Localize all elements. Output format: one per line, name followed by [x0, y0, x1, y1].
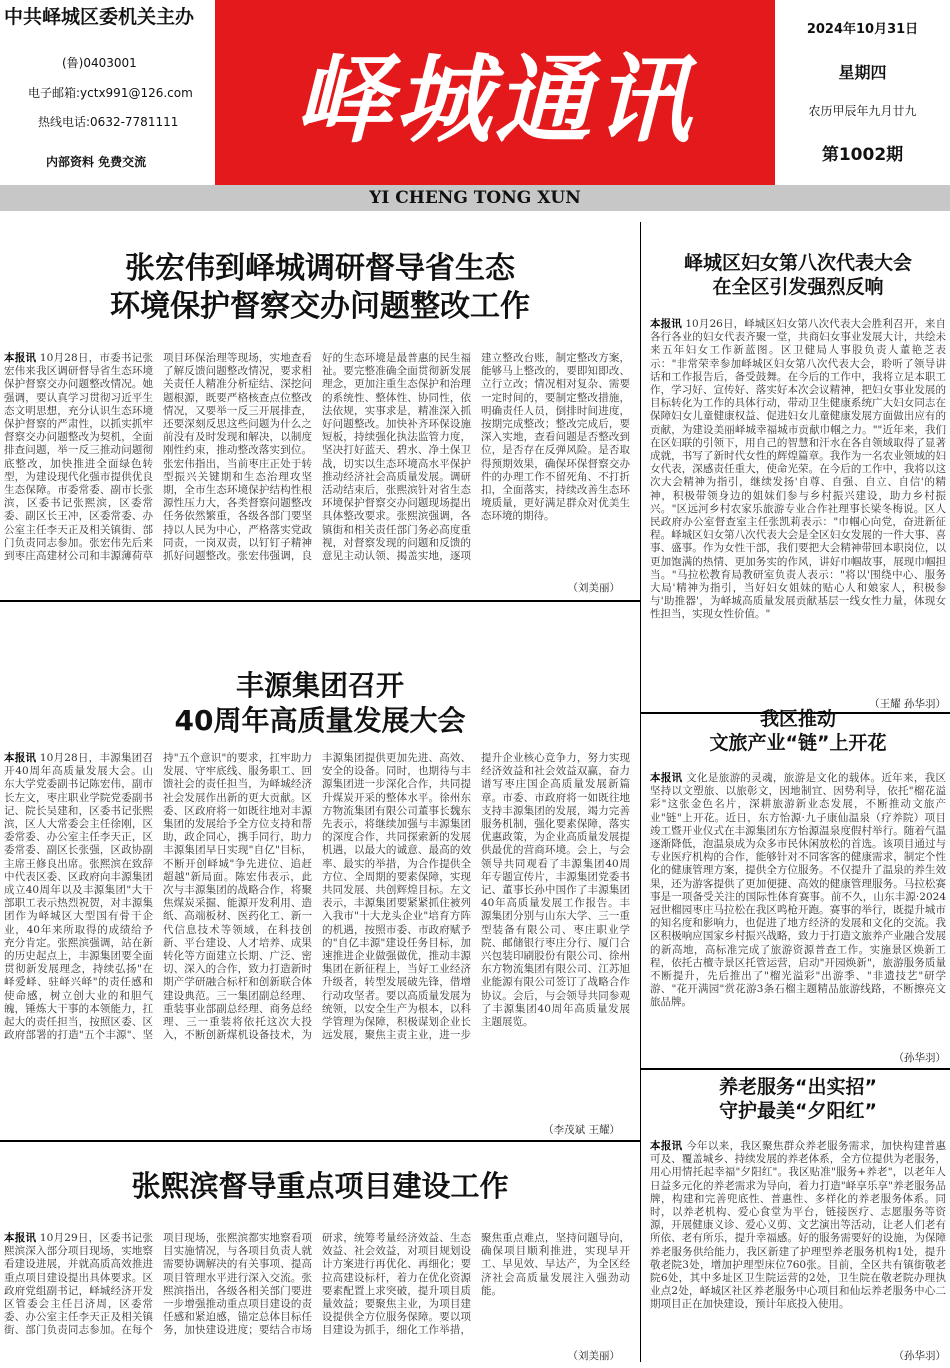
article-6-body: [650, 1140, 946, 1348]
article-5-title-line-1: 我区推动: [759, 708, 836, 730]
article-5-title-line-2: 文旅产业“链”上开花: [709, 731, 887, 754]
article-3-text: 10月29日，区委书记张熙滨深入部分项目现场，实地察看建设进展，并就高质高效推进重点项目建设提出具体要求。区政府党组副书记，峄城经济开发区管委会主任吕济周，区委常委、办公室主任李天正及相关镇街、部门负责同志参加。在每个项目现场，张熙滨都实地察看项目实施情况，与各项目负责人就需要协调解决的有关事项、提高项目管理水平进行深入交流。张熙滨指出，各级各相关部门要进一步增强推动重点项目建设的责任感和紧迫感，锚定总体目标任务，加快建设进度；要结合市场研求，统筹考量经济效益、生态效益、社会效益，对项目规划设计方案进行再优化、再细化；要拉高建设标杆，着力在优化资源要素配置上求突破，提升项目质量效益；要聚焦主业，为项目建设提供全方位服务保障。要以项目建设为抓手，细化工作举措，聚焦重点难点，坚持问题导向，确保项目顺利推进，实现早开工、早见效、早达产，为全区经济社会高质量发展注入强劲动能。: [4, 1232, 630, 1337]
article-2-text: 10月28日，丰源集团召开40周年高质量发展大会。山东大学党委副书记陈宏伟，副市长左文，枣庄职业学院党委副书记、院长吴建和，区委书记张熙滨，区人大常委会主任徐刚，区委常委、办公室主任李天正，区委常委、副区长张强，区政协副主席王修良出席。张熙滨在致辞中代表区委、区政府向丰源集团成立40周年以及丰源集团"大干部职工表示热烈祝贺，对丰源集团作为峄城区大型国有骨干企业，40年来所取得的成绩给予充分肯定。张熙滨强调，站在新的历史起点上，丰源集团要全面贯彻新发展理念，持续弘扬"在峄爱峄、驻峄兴峄"的责任感和使命感，树立创大业的和胆气魄，锤炼大干事的本领能力，扛起大的责任担当，按照区委、区政府部署的打造"五个丰源"、坚持"五个意识"的要求，扛牢助力发展、守牢底线、服务职工、回馈社会的责任担当，为峄城经济社会发展作出新的更大贡献。区委、区政府将一如既往地对丰源集团的发展给予全方位支持和帮助，政企同心，携手同行，助力丰源集团早日实现"自亿"目标，不断开创峄城"争先进位、追赶超越"新局面。陈宏伟表示，此次与丰源集团的战略合作，将聚焦煤炭采掘、能源开发利用、造纸、高端板材、医药化工、新一代信息技术等领域，在科技创新、平台建设、人才培养、成果转化等方面建立长期、广泛、密切、深入的合作，致力打造新时期产学研融合标杆和创新联合体建设典范。三一集团副总经理、重装事业部副总经理、商务总经理、三一重装将依托这次大投入，不断创新煤机设备技术，为丰源集团提供更加先进、高效、安全的设备。同时，也期待与丰源集团进一步深化合作，共同提升煤炭开采的整体水平。徐州东方物流集团有限公司董事长魏东先表示，将继续加强与丰源集团的深度合作，共同探索新的发展机遇，以最大的诚意、最高的效率、最实的举措，为合作提供全方位、全周期的要素保障，实现共同发展、共创辉煌目标。左文表示，丰源集团要紧紧抓住被列入我市"十大龙头企业"培育方阵的机遇，按照市委、市政府赋予的"自亿丰源"建设任务目标，加速推进企业做强做优，推动丰源集团在新征程上，当好工业经济升级者，转型发展破先锋，借增行动攻坚者。要以高质量发展为统领，以安全生产为根本，以科学管理为保障，积极谋划企业长远发展，聚焦主责主业，进一步提升企业核心竞争力，努力实现经济效益和社会效益双赢，奋力谱写枣庄国企高质量发展新篇章。市委、市政府将一如既往地支持丰源集团的发展，竭力完善服务机制，强化要素保障，落实优惠政策，为企业高质量发展提供最优的营商环境。会上，与会领导共同观看了丰源集团40周年专题宣传片，丰源集团党委书记、董事长孙中国作了丰源集团40年高质量发展工作报告。丰源集团分别与山东大学、三一重型装备有限公司、枣庄职业学院、邮储银行枣庄分行、厦门合兴包装印刷股份有限公司、徐州东方物流集团有限公司、江苏旭业能源有限公司签订了战略合作协议。会后，与会领导共同参观了丰源集团40周年高质量发展主题展览。: [4, 752, 630, 1042]
article-1-credit: （刘美丽）: [567, 582, 620, 594]
hotline: 热线电话:0632-7781111: [38, 115, 179, 129]
article-4-lead: 本报讯: [650, 318, 682, 330]
article-1-body: [4, 352, 630, 592]
issue-number: 第1002期: [821, 145, 904, 165]
article-5-credit: （孙华羽）: [893, 1052, 946, 1064]
article-4-credit: （王耀 孙华羽）: [869, 698, 946, 710]
article-1-lead: 本报讯: [4, 352, 37, 364]
organizer: 中共峄城区委机关主办: [4, 6, 195, 28]
header-right-info: [775, 0, 950, 185]
article-5-body: [650, 772, 946, 1050]
article-1-headline: [10, 250, 630, 325]
masthead-title: 峄城通讯: [295, 43, 695, 156]
pinyin-bar: YI CHENG TONG XUN: [0, 185, 950, 211]
article-4-headline: [650, 252, 946, 300]
header-left-info: [0, 0, 215, 185]
article-2-credit: （李茂斌 王耀）: [543, 1124, 620, 1136]
article-4-text: 10月26日，峄城区妇女第八次代表大会胜利召开，来自各行各业的妇女代表齐聚一堂，共商妇女事业发展大计，共绘未来五年妇女工作新蓝图。区卫健局人事股负责人董艳芝表示："非常荣幸参加峄城区妇女第八次代表大会，聆听了领导讲话和工作报告后，备受鼓舞。在今后的工作中，我将立足本职工作，学习好、宣传好、落实好本次会议精神，把妇女事业发展的目标转化为工作的具体行动，带动卫生健康系统广大妇女同志在保障妇女儿童健康权益、促进妇女儿童健康发展方面做出应有的贡献，为建设美丽峄城幸福城市贡献巾帼之力。""近年来，我们在区妇联的引领下，用自己的智慧和汗水在各自领域取得了显著成就，书写了新时代女性的辉煌篇章。我作为一名农业领域的妇女代表，深感责任重大，使命光荣。在今后的工作中，我将以这次大会精神为指引，继续发扬'自尊、自强、自立、自信'的精神，积极带领身边的姐妹们参与乡村振兴建设，助力乡村振兴。"区远河乡村农家乐旅游专业合作社理事长梁冬梅说。区人民政府办公室督查室主任张凯莉表示："巾帼心向党，奋进新征程。峄城区妇女第八次代表大会是全区妇女发展的一件大事、喜事、盛事。作为女性干部，我们要把大会精神带回本职岗位，以更加饱满的热情、更加务实的作风，讲好巾帼故事，展现巾帼担当。"马拉松教育局教研室负责人表示："将以'围绕中心、服务大局'精神为指引，当好妇女姐妹的贴心人和娘家人，积极参与'助推器'，为峄城高质量发展贡献基层一线女性力量，体现女性担当，实现女性价值。": [650, 318, 946, 621]
article-2-lead: 本报讯: [4, 752, 37, 764]
distribution-note: 内部资料 免费交流: [46, 155, 147, 169]
article-5-headline: [650, 708, 946, 756]
article-6-title-line-1: 养老服务“出实招”: [719, 1076, 877, 1098]
article-1-title-line-2: 环境保护督察交办问题整改工作: [110, 288, 530, 324]
article-5-lead: 本报讯: [650, 772, 683, 784]
masthead: [215, 0, 775, 185]
article-4-title-line-2: 在全区引发强烈反响: [712, 275, 884, 298]
article-3-body: [4, 1232, 630, 1360]
separator-1: [0, 600, 640, 602]
article-6-text: 今年以来，我区聚焦群众养老服务需求，加快构建普惠可及、覆盖城乡、持续发展的养老体系，全方位提供为老服务，用心用情托起幸福"夕阳红"。我区贴准"服务+养老"，以老年人日益多元化的养老需求为导向，着力打造"峄享乐享"养老服务品牌，构建和完善兜底性、普惠性、多样化的养老服务体系。同时，以养老机构、爱心食堂为平台，链接医疗、志愿服务等资源，开展健康义诊、爱心义剪、文艺演出等活动，让老人们老有所依、老有所乐，提升幸福感。好的服务需要好的设施，为保障养老服务供给能力，我区新建了护理型养老服务机构1处，提升敬老院3处，增加护理型床位760张。目前，全区共有镇街敬老院6处，其中多址区卫生院运营的2处，卫生院在敬老院办理执业点2处，峄城区社区养老服务中心项目和仙坛养老服务中心二期项目正在加快建设，预计年底投入使用。: [650, 1140, 947, 1311]
weekday: 星期四: [838, 63, 887, 82]
article-2-title-line-2: 40周年高质量发展大会: [174, 704, 466, 737]
article-6-headline: [650, 1076, 946, 1124]
email: 电子邮箱:yctx991@126.com: [28, 86, 193, 100]
article-3-credit: （刘美丽）: [567, 1350, 620, 1362]
article-1-title-line-1: 张宏伟到峄城调研督导省生态: [125, 251, 515, 286]
article-1-text: 10月28日，市委书记张宏伟来我区调研督导省生态环境保护督察交办问题整改情况。她强调，要认真学习贯彻习近平生态文明思想，充分认识生态环境保护督察的严肃性，以抓实抓牢督察交办问题整改为契机，全面排查问题，举一反三推动问题彻底整改，加快推进全面绿色转型，为建设现代化强市提供优良生态保障。市委常委、副市长张滨，区委书记张熙滨，区委常委、副区长王冲，区委常委、办公室主任李天正及相关镇街、部门负责同志参加。张宏伟先后来到枣庄高建材公司和丰源薄荷草项目环保治理等现场，实地查看了解反馈问题整改情况，要求相关责任人精准分析症结、深挖问题根源，既要严格核查点位整改情况，又要举一反三开展排查，还要深刻反思这些问题为什么之前没有及时发现和解决，以制度刚性约束，推动整改落实到位。张宏伟指出，当前枣庄正处于转型振兴关键期和生态治理攻坚期，全市生态环境保护结构性根源性压力大，各类督察问题整改任务依然繁重，各级各部门要坚持以人民为中心，严格落实党政同责，一岗双责，以钉钉子精神抓好问题整改。张宏伟强调，良好的生态环境是最普惠的民生福祉。要完整准确全面贯彻新发展理念，更加注重生态保护和治理的系统性、整体性、协同性，依法依规，实事求是，精准深入抓好问题整改。加快补齐环保设施短板，持续强化执法监管力度，坚决打好蓝天、碧水、净土保卫战，切实以生态环境高水平保护推动经济社会高质量发展。调研活动结束后，张熙滨针对省生态环境保护督察交办问题现场提出具体整改要求。张熙滨强调，各镇街和相关责任部门务必高度重视，对督察发现的问题和反馈的意见主动认领、揭盖实地，逐项建立整改台账，制定整改方案，能够马上整改的，要即知即改、立行立改；情况相对复杂、需要一定时间的，要制定整改措施，明确责任人员，倒排时间进度，按期完成整改；整改完成后，要深入实地，查看问题是否整改到位，是否存在反弹风险。是否取得预期效果，确保环保督察交办件的办理工作不留死角、不打折扣，全面落实，持续改善生态环境质量，更好满足群众对优美生态环境的期待。: [4, 352, 630, 563]
article-4-body: [650, 318, 946, 694]
article-2-body: [4, 752, 630, 1132]
article-6-lead: 本报讯: [650, 1140, 683, 1152]
separator-4: [641, 1068, 950, 1070]
lunar-date: 农历甲辰年九月廿九: [808, 104, 917, 118]
publication-number: (鲁)0403001: [62, 56, 137, 70]
issue-date: 2024年10月31日: [806, 22, 919, 37]
column-divider: [640, 222, 641, 1362]
article-2-title-line-1: 丰源集团召开: [235, 669, 404, 702]
article-3-headline: 张熙滨督导重点项目建设工作: [131, 1169, 509, 1203]
article-6-title-line-2: 守护最美“夕阳红”: [719, 1099, 877, 1122]
article-4-title-line-1: 峄城区妇女第八次代表大会: [683, 252, 912, 274]
article-6-credit: （孙华羽）: [893, 1350, 946, 1362]
article-5-text: 文化是旅游的灵魂，旅游是文化的载体。近年来，我区坚持以文塑旅、以旅彰文，因地制宜、因势利导，依托"榴花溢彩"这张金色名片，深耕旅游新业态发展，不断推动文旅产业"链"上开花。近日，东方怡源·九子康仙温泉（疗养院）项目竣工暨开业仪式在丰源集团东方怡源温泉度假村举行。随着气温逐渐降低，泡温泉成为众多市民休闲放松的首选。该项目通过与专业医疗机构的合作，能够针对不同客客的健康需求，制定个性化的健康管理方案，提供全方位服务。不仅提升了温泉的养生效果，还为游客提供了更加便捷、高效的健康管理服务。马拉松赛事是一项备受关注的国际性体育赛事。前不久，山东丰源·2024冠世榴园枣庄马拉松在我区鸣枪开跑。赛事的举行，既提升城市的知名度和影响力，也促进了地方经济的发展和文化的交流。我区积极响应国家乡村振兴战略，致力于打造文旅养产业融合发展的新高地，高标准完成了旅游资源普查工作。实施景区焕新工程，依托古檀寺景区托管运营，启动"开园焕新"，旅游服务质量不断提升，先后推出了"榴光溢彩"出游季、"非遗技艺"研学游、"花开满园"赏花游3条石榴主题精品旅游线路，不断擦亮文旅品牌。: [650, 772, 947, 1009]
article-3-lead: 本报讯: [4, 1232, 37, 1244]
separator-2: [0, 1140, 640, 1142]
article-2-headline: [10, 668, 630, 738]
